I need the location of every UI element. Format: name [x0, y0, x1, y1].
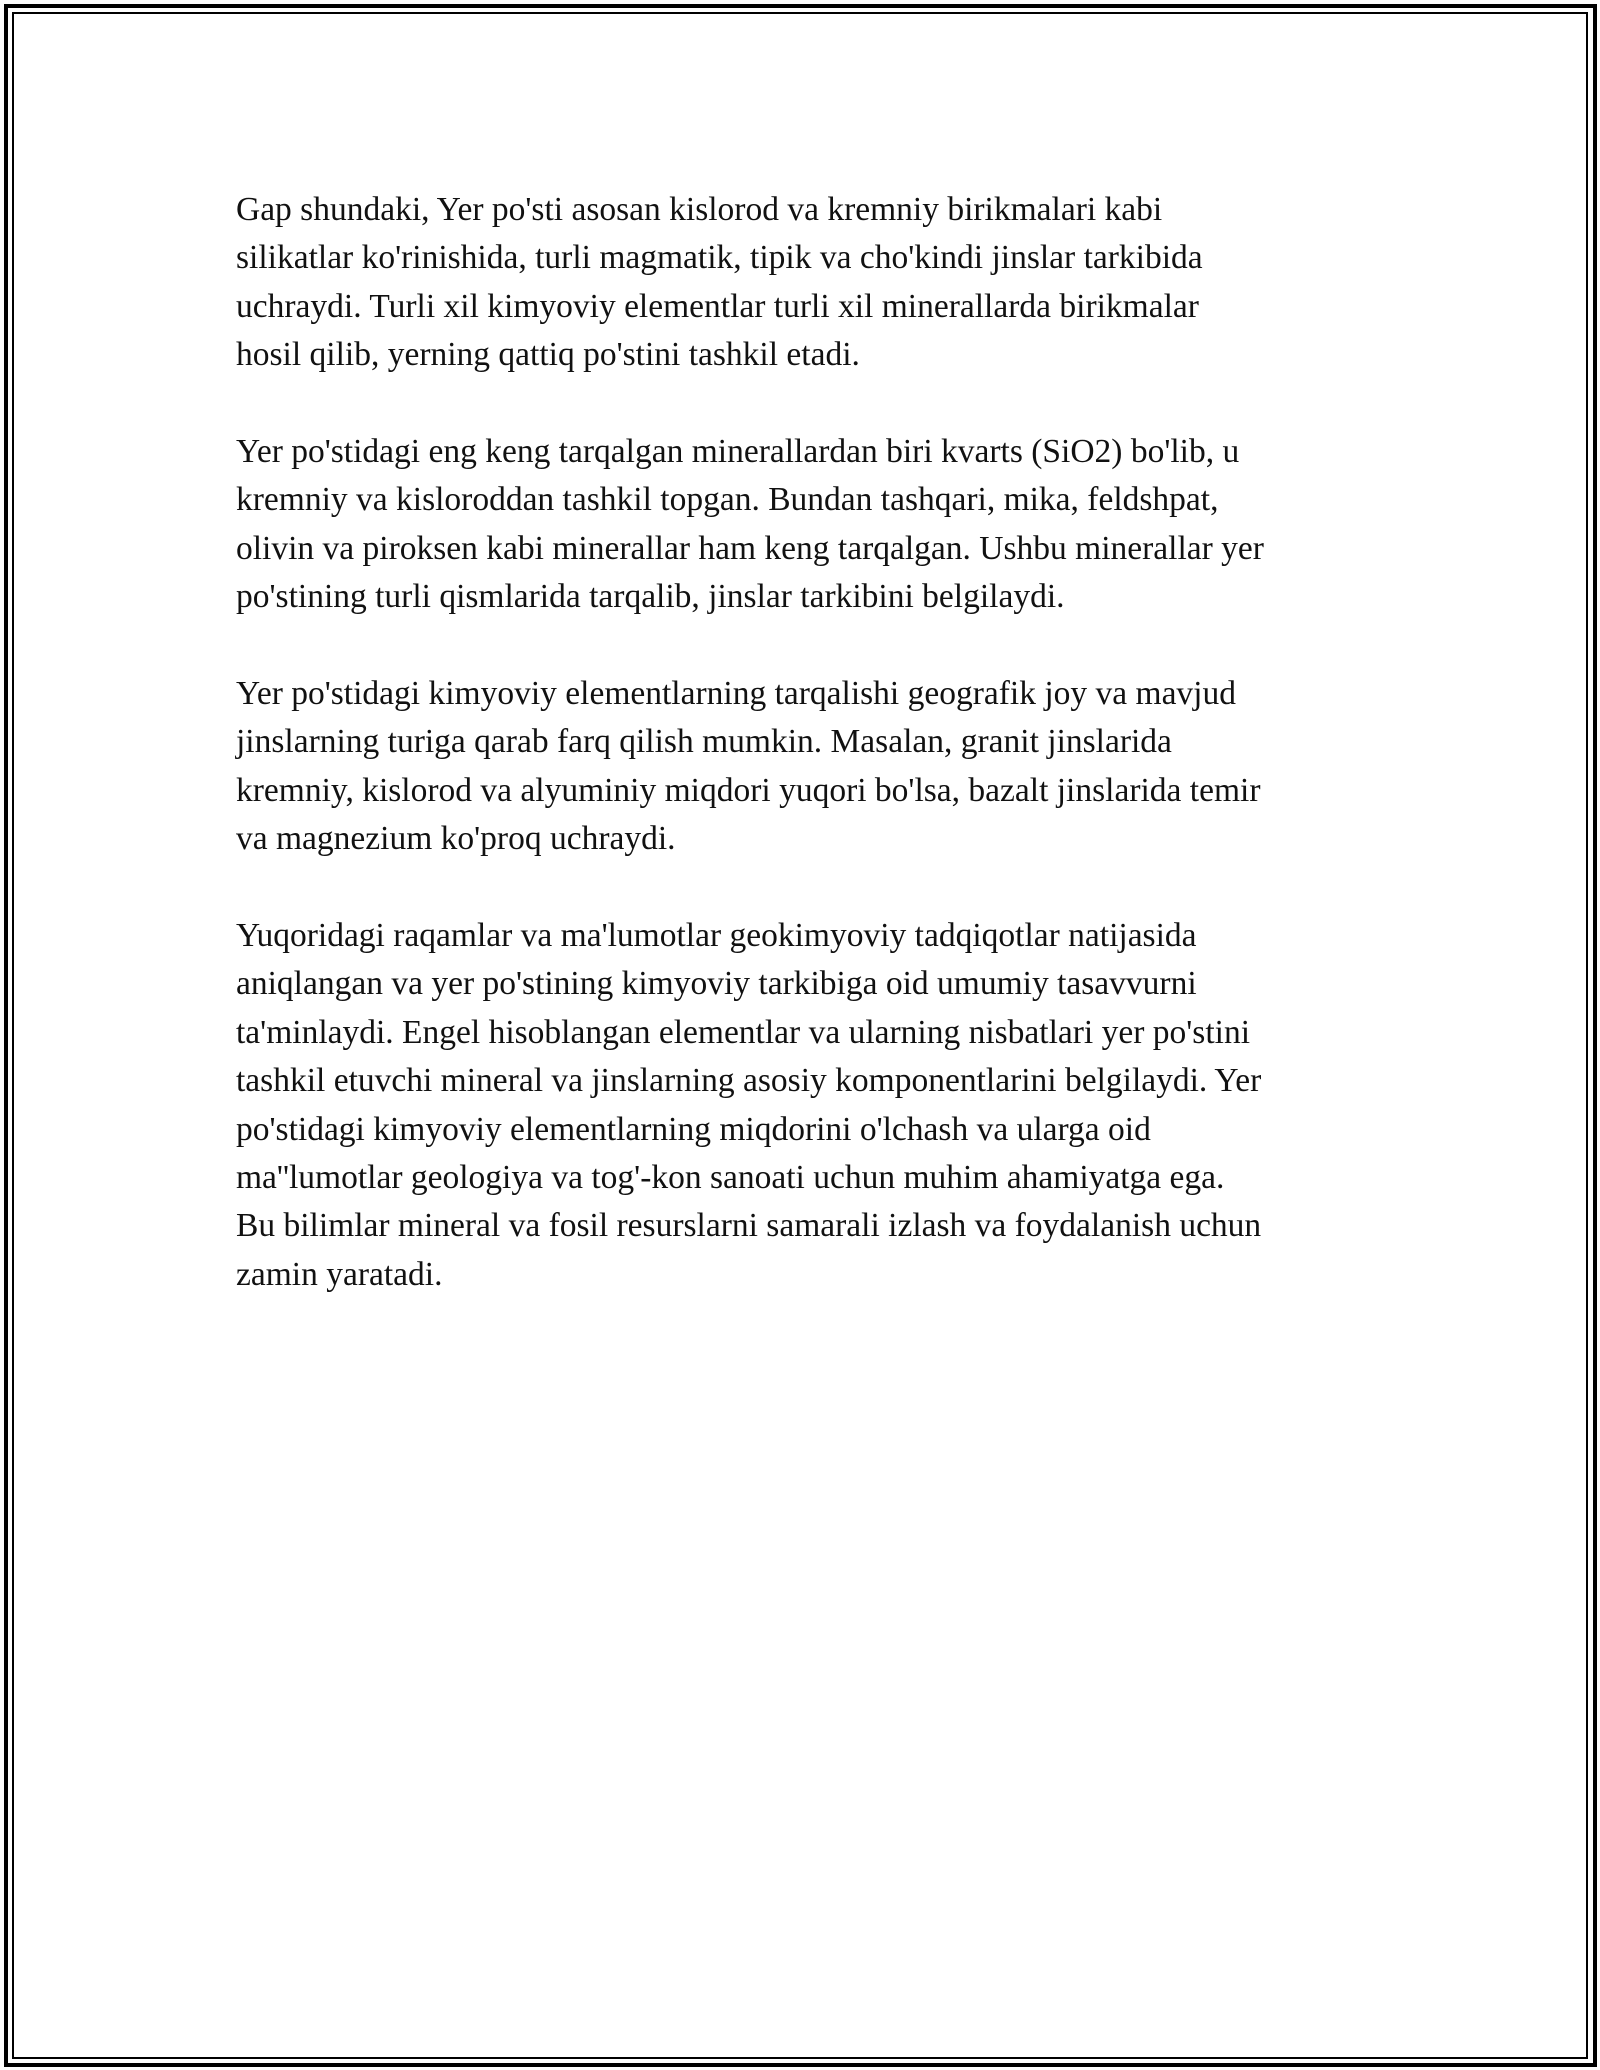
- paragraph-2: Yer po'stidagi eng keng tarqalgan minerallardan biri kvarts (SiO2) bo'lib, u kremniy va kisloroddan tashkil topgan. Bundan tashqari, mika, feldshpat, olivin va piroksen kabi minerallar ham keng tarqalgan. Ushbu minerallar yer po'stining turli qismlarida tarqalib, jinslar tarkibini belgilaydi.: [236, 433, 1264, 616]
- paragraph-4: Yuqoridagi raqamlar va ma'lumotlar geokimyoviy tadqiqotlar natijasida aniqlangan va yer po'stining kimyoviy tarkibiga oid umumiy tasavvurni ta'minlaydi. Engel hisoblangan elementlar va ularning nisbatlari yer po'stini tashkil etuvchi mineral va jinslarning asosiy komponentlarini belgilaydi. Yer po'stidagi kimyoviy elementlarning miqdorini o'lchash va ularga oid ma''lumotlar geologiya va tog'-kon sanoati uchun muhim ahamiyatga ega. Bu bilimlar mineral va fosil resurslarni samarali izlash va foydalanish uchun zamin yaratadi.: [236, 917, 1262, 1293]
- document-body: [236, 186, 1376, 1348]
- paragraph-3: Yer po'stidagi kimyoviy elementlarning tarqalishi geografik joy va mavjud jinslarning turiga qarab farq qilish mumkin. Masalan, granit jinslarida kremniy, kislorod va alyuminiy miqdori yuqori bo'lsa, bazalt jinslarida temir va magnezium ko'proq uchraydi.: [236, 675, 1261, 858]
- paragraph-1: Gap shundaki, Yer po'sti asosan kislorod va kremniy birikmalari kabi silikatlar ko'rinishida, turli magmatik, tipik va cho'kindi jinslar tarkibida uchraydi. Turli xil kimyoviy elementlar turli xil minerallarda birikmalar hosil qilib, yerning qattiq po'stini tashkil etadi.: [236, 191, 1203, 374]
